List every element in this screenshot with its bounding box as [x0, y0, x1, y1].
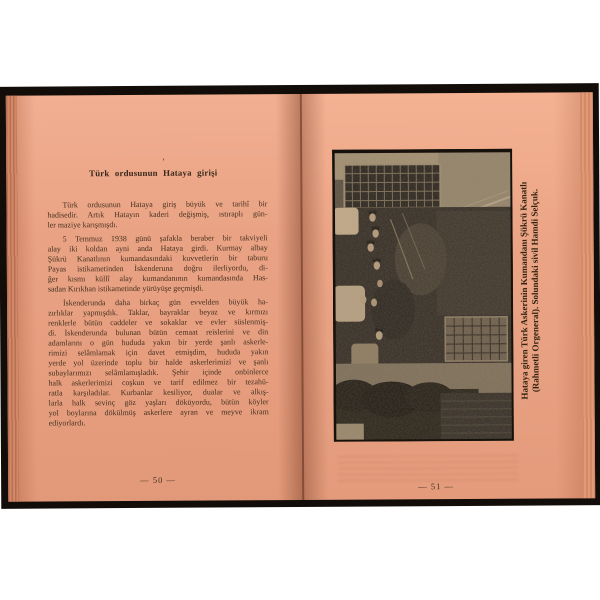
body-text-line: subaylarımızı selâmlamışladık. Şehir içinde onbinlerce	[48, 367, 269, 378]
body-text-line: zırlıklar yapmışdık. Taklar, bayraklar beyaz ve kırmızı	[48, 307, 269, 318]
photo-caption-line: (Rahmetli Orgeneral). Solundaki sivil Hamdi Selçuk.	[529, 188, 541, 393]
body-text-line: larla halk sevinç göz yaşları döküyordu, bütün köyler	[48, 397, 269, 408]
stray-print-mark: ’	[162, 156, 165, 166]
body-text-line: ğer kısmı küllî alay kumandanının kumandasında Has-	[47, 273, 268, 284]
left-page-curvature-shade	[17, 96, 37, 502]
body-text-line: Türk ordusunun Hataya giriş büyük ve tarihî bir	[62, 199, 268, 210]
body-text	[47, 199, 268, 432]
page-number-right: — 51 —	[418, 481, 455, 492]
body-text-line: halk askerlerimizi coşkun ve tarif edilmez bir tezahü-	[48, 377, 269, 388]
right-page	[300, 92, 595, 500]
section-heading: Türk ordusunun Hataya girişi	[89, 167, 218, 179]
body-text-line: alay iki koldan ayni anda Hataya girdi. Kurmay albay	[47, 243, 268, 254]
photo-turkish-troops-group	[332, 149, 514, 442]
gutter-shadow-left	[276, 94, 302, 500]
body-text-line: ratla karşıladılar. Kurbanlar kesiliyor, dualar ve alkış-	[48, 387, 269, 398]
body-text-line: renklerle bütün caddeler ve sokaklar ve evler süslenmiş-	[48, 317, 269, 328]
body-text-line: adamlarını o gün hududa yakın bir yerde şanlı askerle-	[48, 337, 269, 348]
body-text-line: ediyorlardı.	[48, 418, 86, 428]
halftone-group-photo-svg	[332, 149, 514, 442]
body-text-line: hadisedir. Artık Hatayın kaderi değişmiş, ıstıraplı gün-	[47, 209, 268, 220]
body-text-line: rimizi selâmlamak için davet etmişdim, hududa yakın	[48, 347, 269, 358]
paragraph	[48, 297, 269, 428]
body-text-line: yol boylarına dökülmüş askerlere ayran ve meyve ikram	[48, 407, 269, 418]
body-text-line: ler maziye karışmışdı.	[47, 220, 118, 230]
page-stack-edge-right	[580, 92, 595, 498]
right-page-curvature-shade	[554, 92, 582, 498]
left-page	[6, 94, 302, 502]
book-pages	[6, 92, 595, 502]
photo-caption-line: Hataya giren Türk Askerinin Kumandanı Şükrü Kanatlı	[518, 181, 530, 400]
paragraph	[47, 199, 267, 230]
page-number-left: — 50 —	[140, 474, 177, 485]
body-text-line: Payas istikametinden İskenderuna doğru ilerliyordu, di-	[47, 263, 268, 274]
body-text-line: İskenderunda daha birkaç gün evvelden büyük ha-	[63, 297, 269, 308]
paragraph	[48, 233, 268, 294]
body-text-line: sadan Kırıkhan istikametinde yürüyüşe geçmişdi.	[47, 283, 204, 294]
photo-caption	[518, 151, 542, 431]
open-book	[0, 83, 600, 509]
body-text-line: di. İskenderunda bulunan bütün cemaat reislerini ve din	[48, 327, 269, 338]
body-text-line: 5 Temmuz 1938 günü şafakla beraber bir takviyeli	[62, 233, 268, 244]
gutter-shadow-right	[300, 94, 328, 500]
body-text-line: Şükrü Kanatlının kumandasındaki kuvvetlerin bir taburu	[47, 253, 268, 264]
body-text-line: yerde yol üzerinde toplu bir halde askerlerimizi ve şanlı	[48, 357, 269, 368]
